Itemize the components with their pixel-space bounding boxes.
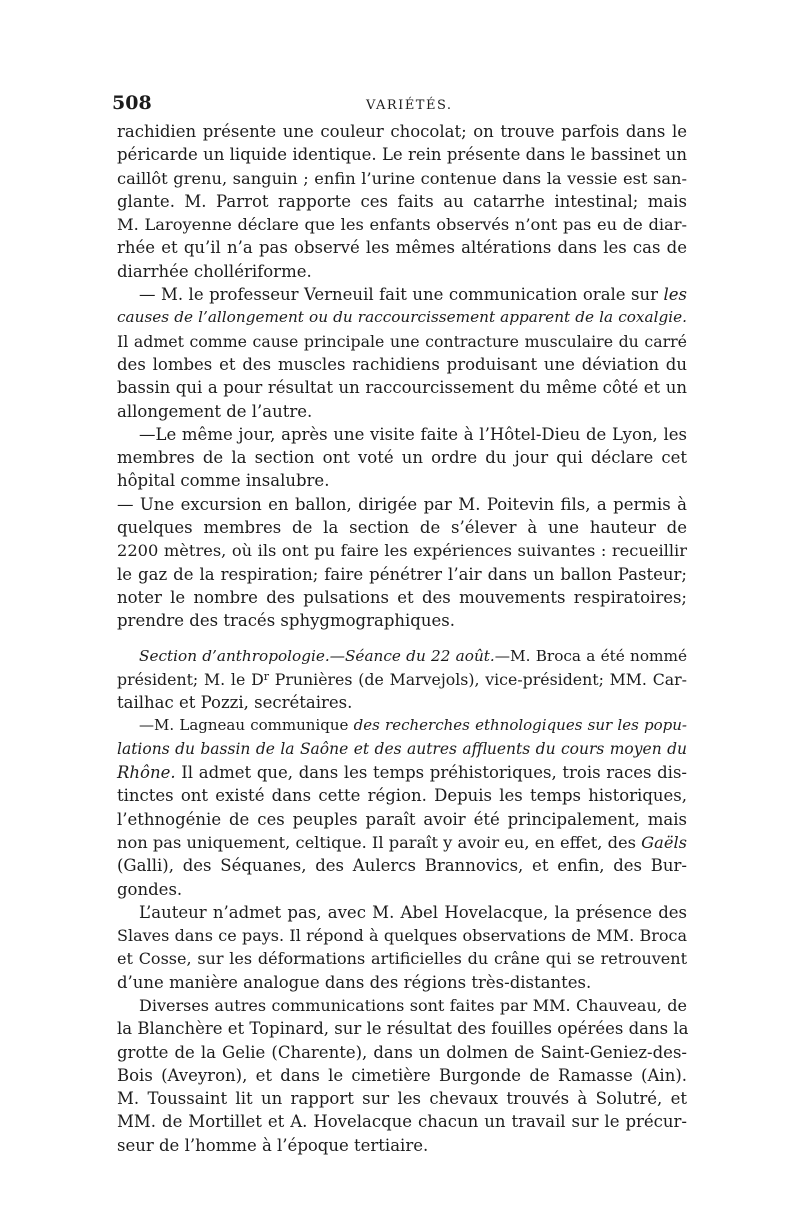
text-line (117, 668, 687, 691)
text-line: (Galli), des Séquanes, des Aulercs Brannovics, et enfin, des Bur- (117, 856, 687, 876)
text-line (117, 831, 687, 854)
text-line-italic: causes de l’allongement ou du raccourcissement apparent de la coxalgie. (117, 308, 687, 327)
text-line: prendre des tracés sphygmographiques. (117, 611, 455, 631)
text-line (117, 761, 687, 784)
italic-run: des recherches ethnologiques sur les popu- (353, 716, 687, 735)
text-line: gondes. (117, 879, 183, 899)
text-line: L’auteur n’admet pas, avec M. Abel Hovelacque, la présence des (139, 902, 687, 922)
text-line: M. Toussaint lit un rapport sur les chevaux trouvés à Solutré, et (117, 1089, 687, 1109)
text-line: rhée et qu’il n’a pas observé les mêmes altérations dans les cas de (117, 238, 687, 258)
text-line: bassin qui a pour résultat un raccourcissement du même côté et un (117, 378, 687, 398)
italic-run: les (663, 285, 687, 305)
text-line: Diverses autres communications sont faites par MM. Chauveau, de (139, 995, 687, 1015)
text-line: noter le nombre des pulsations et des mouvements respiratoires; (117, 587, 687, 607)
text-line: grotte de la Gelie (Charente), dans un dolmen de Saint-Geniez-des- (117, 1042, 687, 1062)
superscript: r (263, 669, 269, 683)
text-line: allongement de l’autre. (117, 401, 313, 421)
text-line: tailhac et Pozzi, secrétaires. (117, 693, 353, 713)
text-line: Il admet comme cause principale une contracture musculaire du carré (117, 331, 687, 351)
body-text (117, 120, 687, 1157)
text-run: président; M. le D (117, 669, 264, 689)
text-line-italic: lations du bassin de la Saône et des autres affluents du cours moyen du (117, 739, 687, 758)
text-line: MM. de Mortillet et A. Hovelacque chacun un travail sur le précur- (117, 1112, 687, 1132)
text-line (117, 714, 687, 737)
text-line: 2200 mètres, où ils ont pu faire les expériences suivantes : recueillir (117, 541, 687, 561)
text-line: hôpital comme insalubre. (117, 471, 330, 491)
text-line: seur de l’homme à l’époque tertiaire. (117, 1135, 429, 1155)
text-line: diarrhée chollériforme. (117, 261, 312, 281)
italic-run: Gaëls (641, 832, 687, 852)
text-line (117, 283, 687, 306)
text-line: la Blanchère et Topinard, sur le résultat des fouilles opérées dans la (117, 1019, 689, 1039)
text-line: et Cosse, sur les déformations artificielles du crâne qui se retrouvent (117, 949, 687, 969)
text-run: Il admet que, dans les temps préhistoriques, trois races dis- (175, 763, 687, 783)
text-line: rachidien présente une couleur chocolat; on trouve parfois dans le (117, 122, 687, 141)
text-line: membres de la section ont voté un ordre du jour qui déclare cet (117, 448, 687, 468)
italic-run: Rhône. (117, 763, 176, 783)
text-run: — M. le professeur Verneuil fait une communication orale sur (139, 285, 664, 305)
text-line: l’ethnogénie de ces peuples paraît avoir été principalement, mais (117, 809, 687, 829)
text-line: glante. M. Parrot rapporte ces faits au catarrhe intestinal; mais (117, 191, 687, 211)
text-line (117, 645, 687, 668)
text-run: Prunières (de Marvejols), vice-président; MM. Car- (268, 669, 687, 689)
text-run: non pas uniquement, celtique. Il paraît y avoir eu, en effet, des (117, 832, 642, 852)
text-line: Bois (Aveyron), et dans le cimetière Burgonde de Ramasse (Ain). (117, 1065, 687, 1085)
text-line: M. Laroyenne déclare que les enfants observés n’ont pas eu de diar- (117, 215, 687, 235)
text-line: d’une manière analogue dans des régions très-distantes. (117, 972, 592, 992)
text-line: — Une excursion en ballon, dirigée par M. Poitevin fils, a permis à (117, 494, 687, 514)
text-line: le gaz de la respiration; faire pénétrer l’air dans un ballon Pasteur; (117, 564, 687, 584)
page-number: 508 (112, 92, 152, 114)
text-line: des lombes et des muscles rachidiens produisant une déviation du (117, 354, 687, 374)
text-line: quelques membres de la section de s’élever à une hauteur de (117, 518, 687, 538)
running-head: VARIÉTÉS. (366, 98, 453, 113)
text-run: —M. Broca a été nommé (494, 646, 687, 665)
text-line: caillôt grenu, sanguin ; enfin l’urine contenue dans la vessie est san- (117, 168, 687, 188)
section-gap (117, 633, 687, 645)
text-run: —M. Lagneau communique (139, 716, 354, 735)
text-line: Slaves dans ce pays. Il répond à quelques observations de MM. Broca (117, 926, 687, 946)
section-heading: Section d’anthropologie.—Séance du 22 août. (139, 646, 495, 665)
text-line: tinctes ont existé dans cette région. Depuis les temps historiques, (117, 786, 687, 806)
text-line: péricarde un liquide identique. Le rein présente dans le bassinet un (117, 145, 687, 165)
text-line: —Le même jour, après une visite faite à l’Hôtel-Dieu de Lyon, les (139, 424, 687, 444)
